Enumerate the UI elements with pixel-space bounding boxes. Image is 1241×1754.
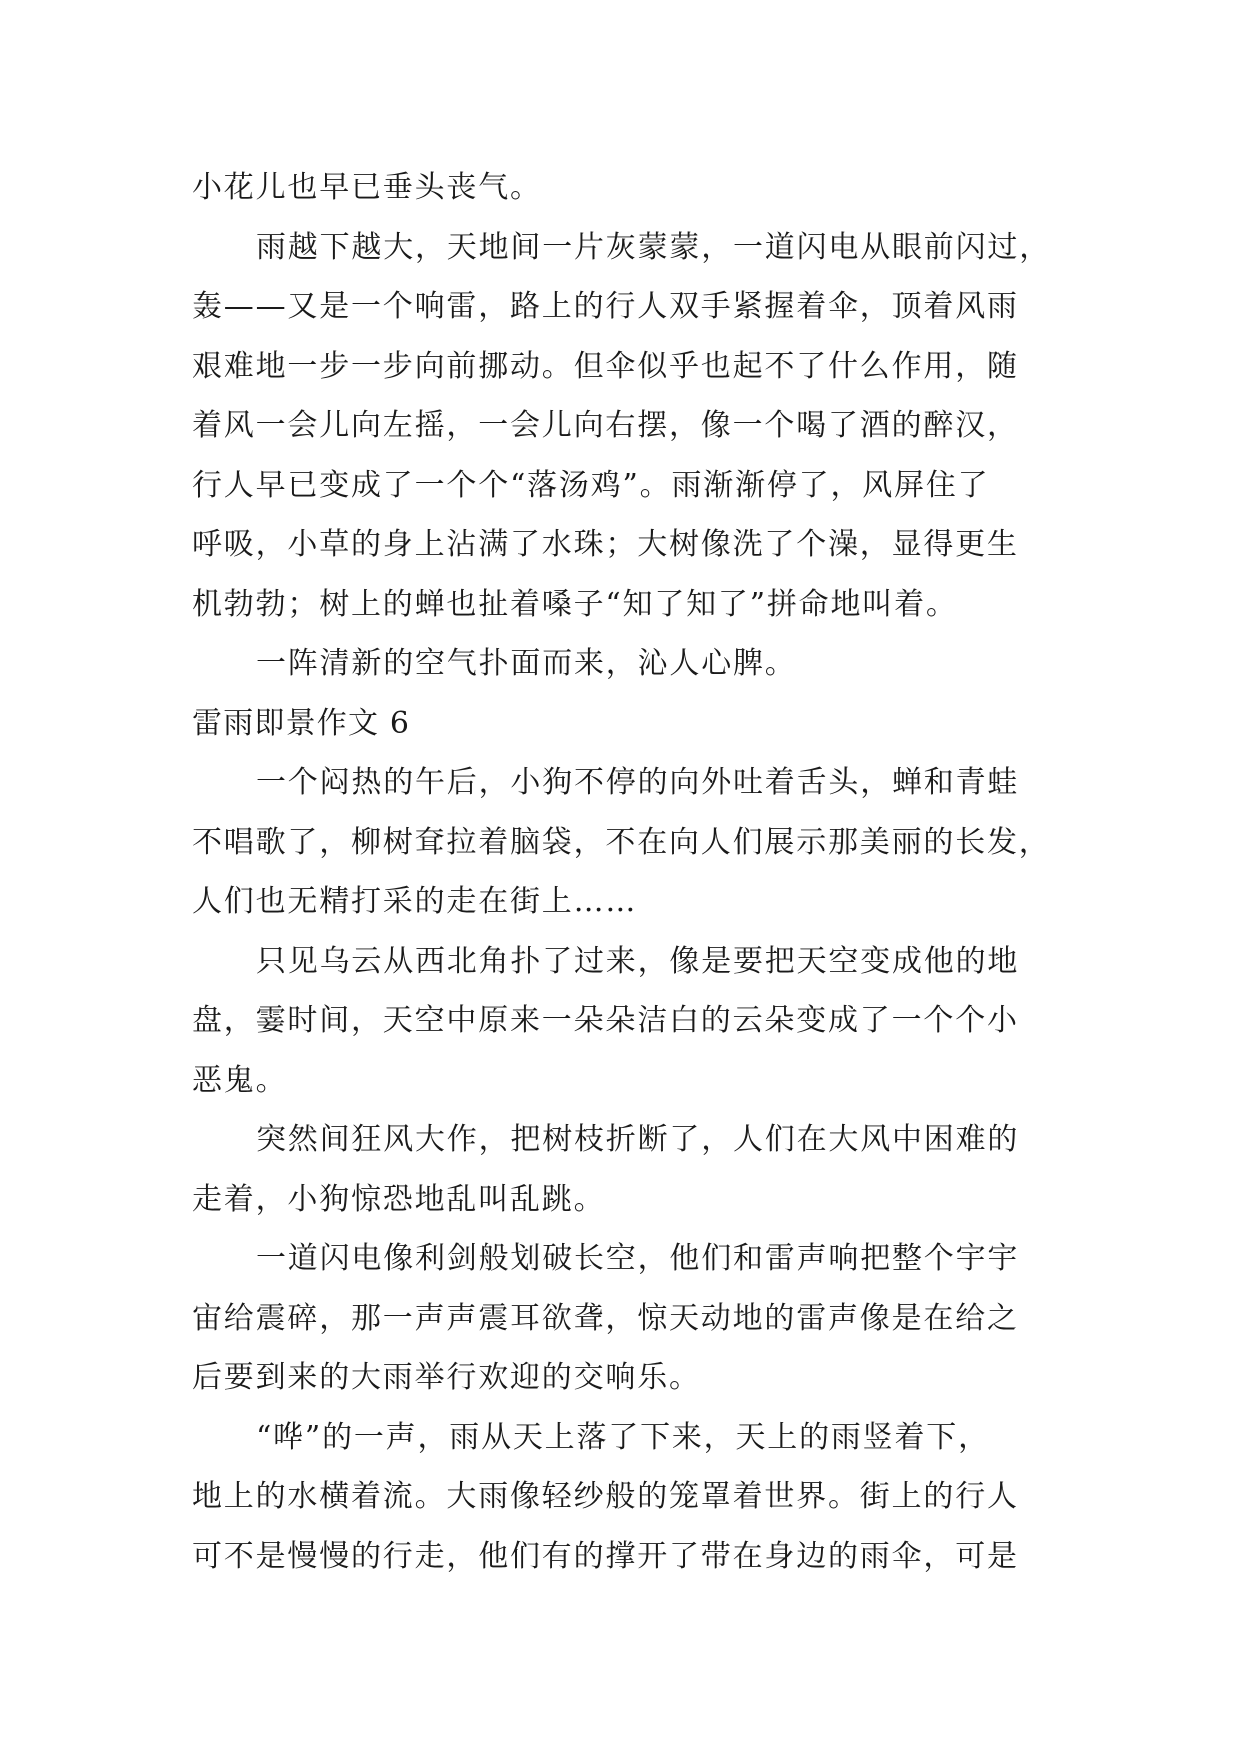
paragraph-first-line: 一阵清新的空气扑面而来，沁人心脾。 <box>256 646 797 681</box>
text-line: 轰——又是一个响雷，路上的行人双手紧握着伞，顶着风雨 <box>192 289 1019 324</box>
section-heading: 雷雨即景作文 6 <box>192 705 411 741</box>
text-line: 可不是慢慢的行走，他们有的撑开了带在身边的雨伞，可是 <box>192 1538 1019 1574</box>
text-line: 后要到来的大雨举行欢迎的交响乐。 <box>192 1360 701 1395</box>
text-line: 恶鬼。 <box>192 1062 288 1098</box>
paragraph-first-line: 只见乌云从西北角扑了过来，像是要把天空变成他的地 <box>256 943 1020 979</box>
paragraph-first-line: 雨越下越大，天地间一片灰蒙蒙，一道闪电从眼前闪过， <box>256 229 1051 265</box>
text-line: 人们也无精打采的走在街上…… <box>192 884 638 919</box>
text-line: 着风一会儿向左摇，一会儿向右摆，像一个喝了酒的醉汉， <box>192 408 1019 443</box>
text-line: 机勃勃；树上的蝉也扯着嗓子“知了知了”拼命地叫着。 <box>192 586 958 622</box>
text-line: 宙给震碎，那一声声震耳欲聋，惊天动地的雷声像是在给之 <box>192 1300 1019 1336</box>
paragraph-first-line: 一个闷热的午后，小狗不停的向外吐着舌头，蝉和青蛙 <box>256 765 1020 800</box>
text-line: 小花儿也早已垂头丧气。 <box>192 170 542 205</box>
document-body <box>192 158 1072 1586</box>
text-line: 地上的水横着流。大雨像轻纱般的笼罩着世界。街上的行人 <box>192 1479 1019 1514</box>
paragraph-first-line: 一道闪电像利剑般划破长空，他们和雷声响把整个宇宇 <box>256 1241 1020 1276</box>
paragraph-first-line: “哗”的一声，雨从天上落了下来，天上的雨竖着下， <box>256 1419 990 1455</box>
text-line: 走着，小狗惊恐地乱叫乱跳。 <box>192 1181 606 1217</box>
text-line: 艰难地一步一步向前挪动。但伞似乎也起不了什么作用，随 <box>192 348 1019 384</box>
paragraph-first-line: 突然间狂风大作，把树枝折断了，人们在大风中困难的 <box>256 1122 1020 1157</box>
text-line: 行人早已变成了一个个“落汤鸡”。雨渐渐停了，风屏住了 <box>192 467 990 503</box>
text-line: 呼吸，小草的身上沾满了水珠；大树像洗了个澡，显得更生 <box>192 527 1019 562</box>
text-line: 不唱歌了，柳树耷拉着脑袋，不在向人们展示那美丽的长发， <box>192 824 1051 860</box>
text-line: 盘，霎时间，天空中原来一朵朵洁白的云朵变成了一个个小 <box>192 1003 1019 1038</box>
